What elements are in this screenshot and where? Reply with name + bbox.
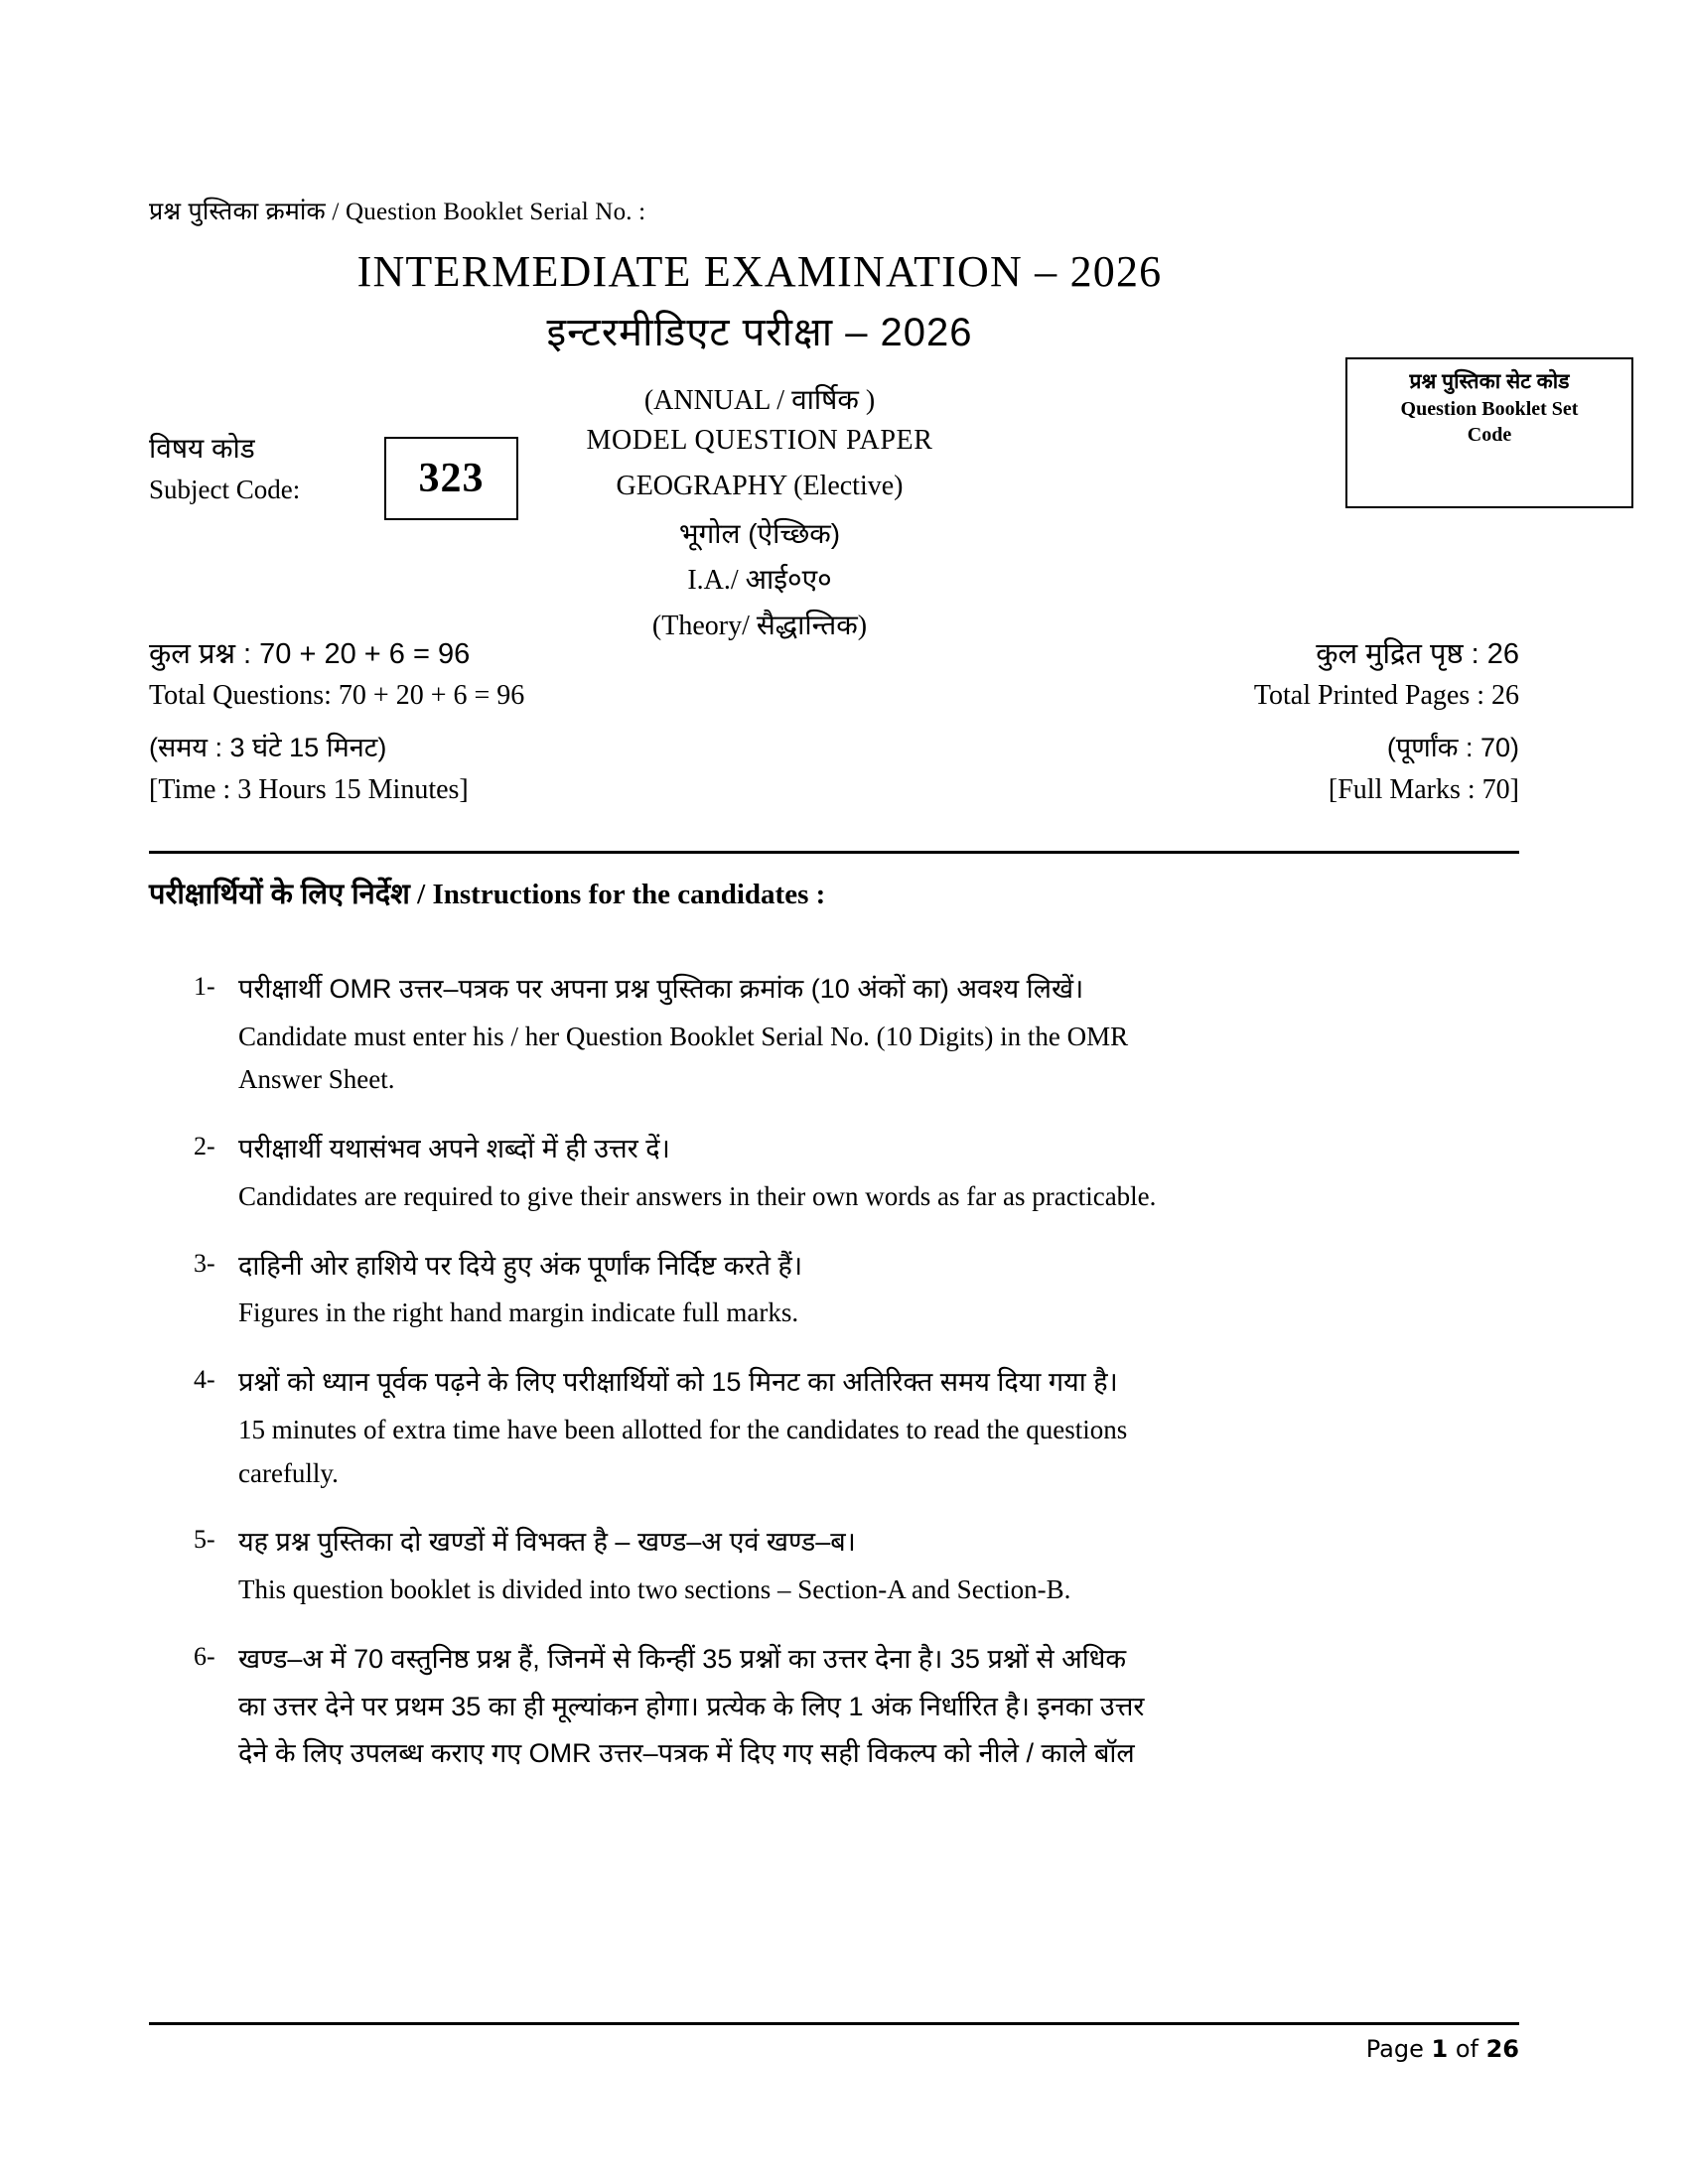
subject-name-hi: भूगोल (ऐच्छिक) (678, 518, 841, 549)
instruction-line-hi: यह प्रश्न पुस्तिका दो खण्डों में विभक्त है – खण्ड–अ एवं खण्ड–ब। (238, 1527, 856, 1558)
instruction-number: 3- (194, 1248, 215, 1278)
exam-time-hi: (समय : 3 घंटे 15 मिनट) (149, 733, 387, 762)
instruction-line-en: This question booklet is divided into two sections – Section-A and Section-B. (238, 1574, 1071, 1605)
question-booklet-set-code-box[interactable] (1345, 357, 1633, 508)
instruction-line-hi: दाहिनी ओर हाशिये पर दिये हुए अंक पूर्णांक निर्दिष्ट करते हैं। (238, 1250, 803, 1281)
full-marks-en: [Full Marks : 70] (1328, 774, 1519, 805)
instruction-line-en: Candidate must enter his / her Question Booklet Serial No. (10 Digits) in the OMR (238, 1021, 1129, 1051)
instruction-line-hi: प्रश्नों को ध्यान पूर्वक पढ़ने के लिए परीक्षार्थियों को 15 मिनट का अतिरिक्त समय दिया गया है। (238, 1367, 1118, 1398)
instruction-number: 6- (194, 1641, 215, 1671)
subject-code-box (384, 437, 518, 520)
paper-type: MODEL QUESTION PAPER (586, 425, 933, 456)
footer-middle: of (1448, 2035, 1486, 2063)
instruction-line-en: 15 minutes of extra time have been allotted for the candidates to read the questions (238, 1414, 1128, 1444)
full-marks-hi: (पूर्णांक : 70) (1386, 733, 1519, 762)
booklet-serial-separator: / (332, 199, 340, 225)
instruction-item (149, 968, 1519, 1102)
exam-title-en: INTERMEDIATE EXAMINATION – 2026 (356, 247, 1163, 296)
stream-name: I.A./ आई०ए० (687, 565, 832, 596)
instruction-number: 1- (194, 972, 215, 1001)
paper-mode: (Theory/ सैद्धान्तिक) (651, 611, 868, 641)
exam-mode-annual: (ANNUAL / वार्षिक ) (643, 385, 876, 416)
subject-code-label-hi: विषय कोड (149, 433, 255, 464)
instruction-line-en: Figures in the right hand margin indicate full marks. (238, 1297, 799, 1328)
header-divider (149, 851, 1519, 854)
instruction-item (149, 1245, 1519, 1335)
instruction-line-en: Candidates are required to give their answers in their own words as far as practicable. (238, 1180, 1157, 1211)
total-pages-en: Total Printed Pages : 26 (1253, 680, 1519, 711)
instructions-list (149, 968, 1519, 1802)
set-code-label-en-line2: Code (1467, 424, 1512, 447)
instruction-line-hi: का उत्तर देने पर प्रथम 35 का ही मूल्यांकन होगा। प्रत्येक के लिए 1 अंक निर्धारित है। इनका उत्तर (238, 1691, 1145, 1721)
instructions-heading-hi: परीक्षार्थियों के लिए निर्देश (149, 879, 410, 910)
page-footer (1366, 2035, 1519, 2063)
footer-prefix: Page (1365, 2035, 1432, 2063)
footer-current-page: 1 (1431, 2035, 1449, 2063)
exam-time-en: [Time : 3 Hours 15 Minutes] (149, 774, 469, 805)
instructions-heading-en: Instructions for the candidates : (432, 879, 826, 910)
booklet-serial-line (149, 194, 645, 227)
total-questions-en: Total Questions: 70 + 20 + 6 = 96 (149, 680, 525, 711)
footer-divider (149, 2022, 1519, 2025)
instruction-number: 2- (194, 1132, 215, 1161)
total-pages-hi: कुल मुद्रित पृष्ठ : 26 (1316, 638, 1519, 670)
booklet-serial-label-hi: प्रश्न पुस्तिका क्रमांक (149, 198, 326, 225)
set-code-label-hi: प्रश्न पुस्तिका सेट कोड (1409, 370, 1570, 393)
instructions-heading-separator: / (417, 879, 426, 910)
instruction-item (149, 1521, 1519, 1611)
instruction-line-hi: देने के लिए उपलब्ध कराए गए OMR उत्तर–पत्रक में दिए गए सही विकल्प को नीले / काले बॉल (238, 1738, 1135, 1769)
total-questions-hi: कुल प्रश्न : 70 + 20 + 6 = 96 (149, 638, 471, 670)
instruction-line-en: Answer Sheet. (238, 1064, 395, 1095)
instruction-item (149, 1638, 1519, 1776)
instruction-line-hi: परीक्षार्थी OMR उत्तर–पत्रक पर अपना प्रश्न पुस्तिका क्रमांक (10 अंकों का) अवश्य लिखें। (238, 974, 1084, 1004)
instruction-number: 5- (194, 1525, 215, 1555)
booklet-serial-label-en: Question Booklet Serial No. : (346, 199, 646, 225)
subject-code-value: 323 (418, 456, 485, 501)
instruction-number: 4- (194, 1365, 215, 1395)
footer-total-pages: 26 (1485, 2035, 1519, 2063)
subject-code-label-en: Subject Code: (149, 475, 301, 504)
instruction-item (149, 1361, 1519, 1495)
set-code-label-en-line1: Question Booklet Set (1400, 398, 1579, 421)
instruction-line-en: carefully. (238, 1457, 339, 1488)
subject-name-en: GEOGRAPHY (Elective) (616, 471, 904, 501)
instructions-heading (149, 874, 825, 912)
instruction-line-hi: खण्ड–अ में 70 वस्तुनिष्ठ प्रश्न हैं, जिनमें से किन्हीं 35 प्रश्नों का उत्तर देना है। 35 प्रश्नों से अधिक (238, 1643, 1127, 1674)
instruction-item (149, 1128, 1519, 1218)
page-content (149, 0, 1579, 2184)
instruction-line-hi: परीक्षार्थी यथासंभव अपने शब्दों में ही उत्तर दें। (238, 1134, 670, 1164)
exam-title-hi: इन्टरमीडिएट परीक्षा – 2026 (546, 311, 973, 354)
